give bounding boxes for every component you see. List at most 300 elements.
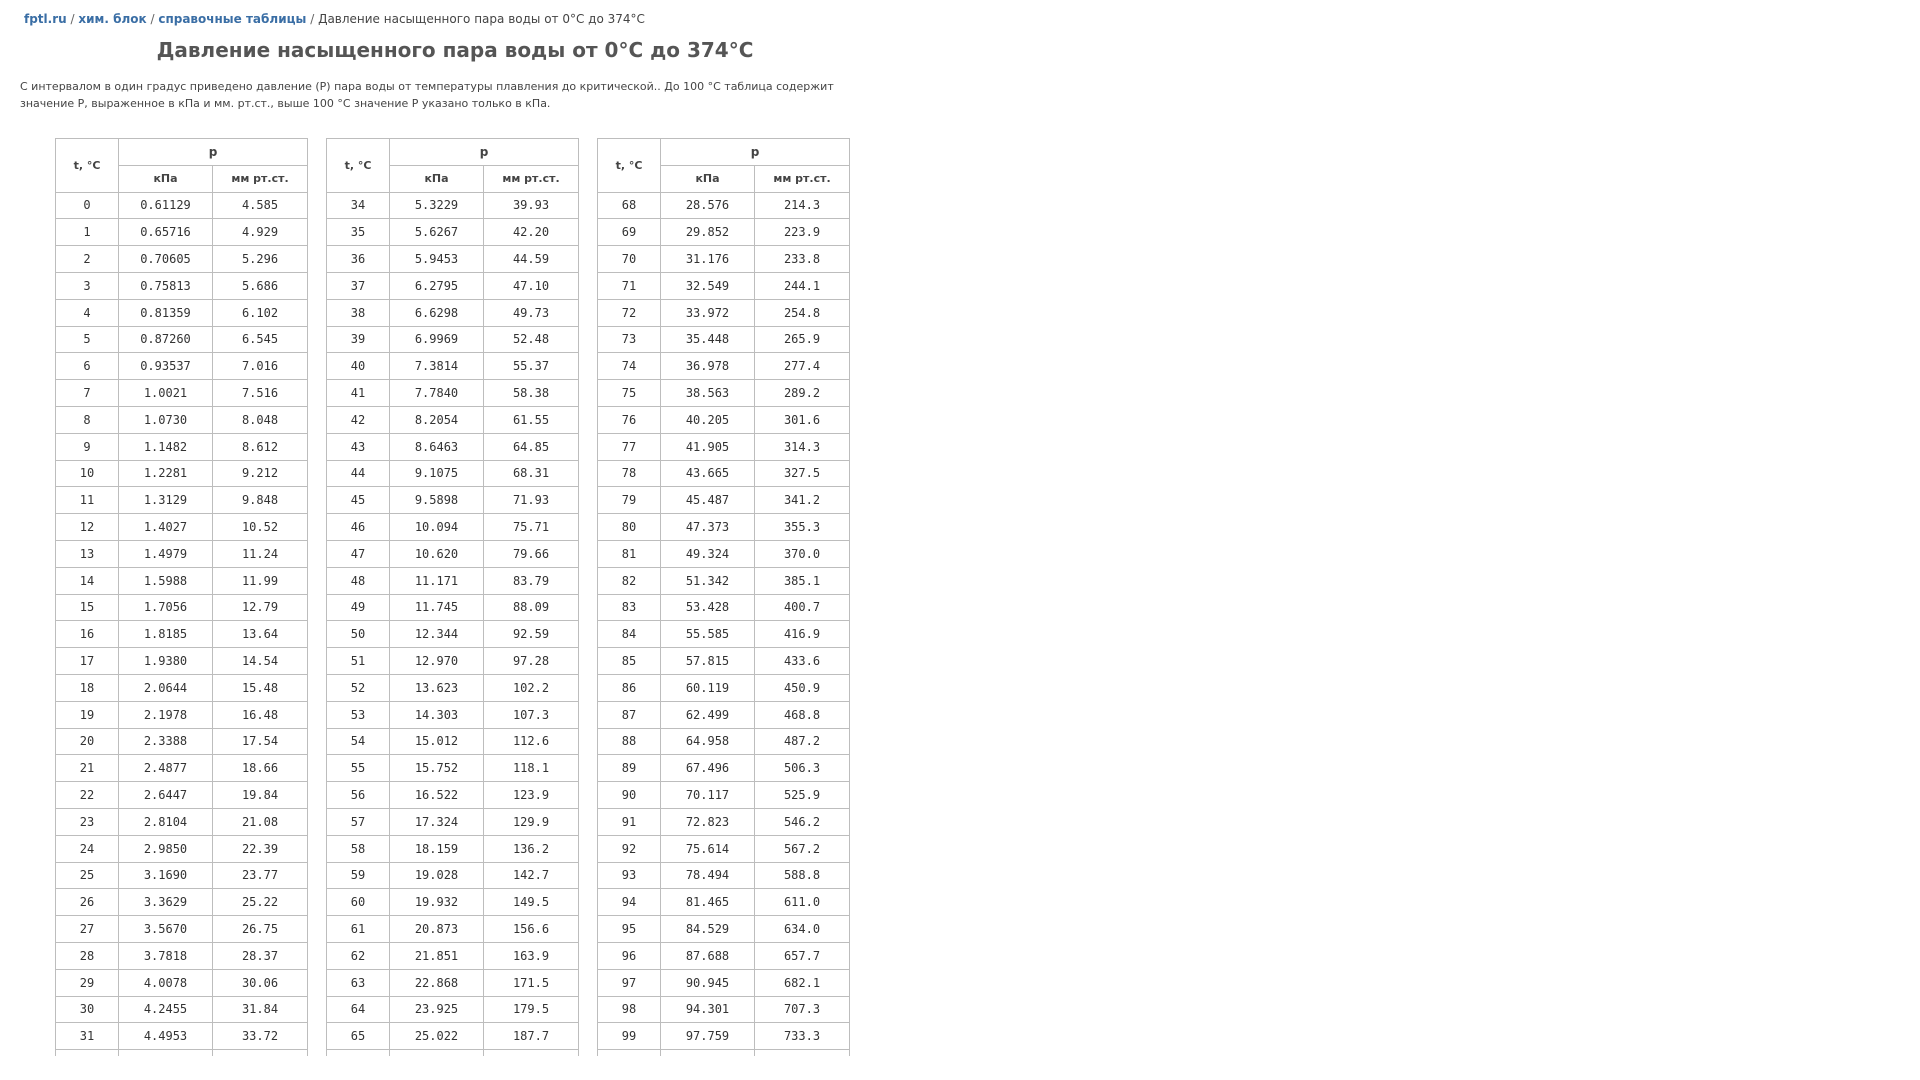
cell-mmhg: 7.016 (213, 353, 308, 380)
cell-mmhg: 341.2 (755, 487, 850, 514)
cell-kpa: 8.2054 (390, 406, 484, 433)
column-gap (308, 326, 327, 353)
column-gap (579, 460, 598, 487)
table-row (56, 540, 850, 567)
cell-temp: 58 (327, 835, 390, 862)
cell-temp: 95 (598, 916, 661, 943)
cell-mmhg: 136.2 (484, 835, 579, 862)
cell-mmhg: 244.1 (755, 272, 850, 299)
cell-kpa: 78.494 (661, 862, 755, 889)
cell-temp: 82 (598, 567, 661, 594)
table-row (56, 808, 850, 835)
column-gap (579, 701, 598, 728)
cell-kpa: 47.373 (661, 514, 755, 541)
cell-empty (598, 1050, 661, 1057)
cell-temp: 90 (598, 782, 661, 809)
cell-mmhg: 118.1 (484, 755, 579, 782)
cell-temp: 77 (598, 433, 661, 460)
column-gap (579, 648, 598, 675)
column-gap (579, 326, 598, 353)
column-gap (579, 996, 598, 1023)
breadcrumb (24, 12, 645, 26)
cell-mmhg: 92.59 (484, 621, 579, 648)
cell-temp: 31 (56, 1023, 119, 1050)
column-gap (579, 782, 598, 809)
cell-kpa: 1.5988 (119, 567, 213, 594)
cell-temp: 97 (598, 969, 661, 996)
cell-kpa: 18.159 (390, 835, 484, 862)
cell-mmhg: 97.28 (484, 648, 579, 675)
table-row (56, 996, 850, 1023)
cell-temp: 5 (56, 326, 119, 353)
cell-temp: 15 (56, 594, 119, 621)
cell-kpa: 49.324 (661, 540, 755, 567)
cell-mmhg: 25.22 (213, 889, 308, 916)
cell-mmhg: 107.3 (484, 701, 579, 728)
cell-kpa: 1.0730 (119, 406, 213, 433)
cell-mmhg: 156.6 (484, 916, 579, 943)
column-gap (308, 567, 327, 594)
cell-kpa: 28.576 (661, 192, 755, 219)
cell-temp: 65 (327, 1023, 390, 1050)
cell-mmhg: 55.37 (484, 353, 579, 380)
cell-kpa: 4.2455 (119, 996, 213, 1023)
cell-temp: 37 (327, 272, 390, 299)
cell-kpa: 6.9969 (390, 326, 484, 353)
cell-temp: 56 (327, 782, 390, 809)
cell-kpa: 41.905 (661, 433, 755, 460)
cell-temp: 91 (598, 808, 661, 835)
cell-mmhg: 611.0 (755, 889, 850, 916)
cell-mmhg: 9.212 (213, 460, 308, 487)
column-gap (579, 889, 598, 916)
cell-temp: 93 (598, 862, 661, 889)
column-gap (579, 835, 598, 862)
column-gap (579, 299, 598, 326)
cell-kpa: 22.868 (390, 969, 484, 996)
table-row (56, 969, 850, 996)
cell-mmhg: 6.102 (213, 299, 308, 326)
cell-temp: 92 (598, 835, 661, 862)
cell-kpa: 3.5670 (119, 916, 213, 943)
cell-mmhg: 400.7 (755, 594, 850, 621)
cell-kpa: 33.972 (661, 299, 755, 326)
cell-mmhg: 8.048 (213, 406, 308, 433)
header-temp: t, °C (327, 139, 390, 193)
table-row (56, 299, 850, 326)
cell-kpa: 87.688 (661, 942, 755, 969)
cell-mmhg: 163.9 (484, 942, 579, 969)
cell-temp: 41 (327, 380, 390, 407)
cell-temp: 71 (598, 272, 661, 299)
cell-temp: 3 (56, 272, 119, 299)
table-row (56, 728, 850, 755)
cell-mmhg: 10.52 (213, 514, 308, 541)
cell-kpa: 0.87260 (119, 326, 213, 353)
column-gap (579, 219, 598, 246)
cell-mmhg: 450.9 (755, 674, 850, 701)
cell-temp: 72 (598, 299, 661, 326)
cell-kpa: 0.61129 (119, 192, 213, 219)
header-kpa: кПа (119, 165, 213, 192)
cell-temp: 25 (56, 862, 119, 889)
cell-kpa: 0.70605 (119, 246, 213, 273)
header-temp: t, °C (56, 139, 119, 193)
cell-mmhg: 265.9 (755, 326, 850, 353)
cell-temp: 30 (56, 996, 119, 1023)
column-gap (579, 1050, 598, 1057)
cell-mmhg: 39.93 (484, 192, 579, 219)
cell-kpa: 35.448 (661, 326, 755, 353)
column-gap (579, 1023, 598, 1050)
cell-kpa: 2.0644 (119, 674, 213, 701)
column-gap (308, 808, 327, 835)
cell-temp: 73 (598, 326, 661, 353)
cell-mmhg: 11.99 (213, 567, 308, 594)
cell-temp: 43 (327, 433, 390, 460)
vapor-pressure-table (55, 138, 850, 1056)
intro-text: С интервалом в один градус приведено давление (Р) пара воды от температуры плавления до критической.. До 100 °С таблица содержит значение Р, выраженное в кПа и мм. рт.ст., выше 100 °С значение Р указано только в кПа. (20, 80, 834, 110)
cell-kpa: 2.9850 (119, 835, 213, 862)
table-row-partial (56, 1050, 850, 1057)
cell-mmhg: 149.5 (484, 889, 579, 916)
column-gap (308, 782, 327, 809)
column-gap (579, 406, 598, 433)
table-row (56, 219, 850, 246)
cell-mmhg: 468.8 (755, 701, 850, 728)
cell-temp: 89 (598, 755, 661, 782)
cell-temp: 27 (56, 916, 119, 943)
column-gap (308, 246, 327, 273)
cell-kpa: 2.6447 (119, 782, 213, 809)
cell-kpa: 51.342 (661, 567, 755, 594)
column-gap (308, 648, 327, 675)
cell-temp: 40 (327, 353, 390, 380)
cell-mmhg: 15.48 (213, 674, 308, 701)
column-gap (308, 621, 327, 648)
cell-temp: 18 (56, 674, 119, 701)
cell-kpa: 16.522 (390, 782, 484, 809)
column-gap (308, 942, 327, 969)
column-gap (579, 674, 598, 701)
cell-temp: 35 (327, 219, 390, 246)
cell-temp: 62 (327, 942, 390, 969)
cell-mmhg: 19.84 (213, 782, 308, 809)
cell-kpa: 19.028 (390, 862, 484, 889)
cell-kpa: 67.496 (661, 755, 755, 782)
column-gap (579, 380, 598, 407)
cell-mmhg: 433.6 (755, 648, 850, 675)
cell-temp: 84 (598, 621, 661, 648)
breadcrumb-link-chem[interactable]: хим. блок (78, 12, 147, 26)
cell-kpa: 9.1075 (390, 460, 484, 487)
header-mmhg: мм рт.ст. (755, 165, 850, 192)
cell-temp: 74 (598, 353, 661, 380)
cell-mmhg: 42.20 (484, 219, 579, 246)
cell-kpa: 0.81359 (119, 299, 213, 326)
cell-temp: 96 (598, 942, 661, 969)
cell-kpa: 1.4027 (119, 514, 213, 541)
cell-temp: 57 (327, 808, 390, 835)
cell-temp: 19 (56, 701, 119, 728)
cell-mmhg: 214.3 (755, 192, 850, 219)
column-gap (308, 674, 327, 701)
header-pressure: p (661, 139, 850, 166)
cell-empty (484, 1050, 579, 1057)
cell-mmhg: 64.85 (484, 433, 579, 460)
cell-temp: 2 (56, 246, 119, 273)
cell-mmhg: 22.39 (213, 835, 308, 862)
cell-kpa: 55.585 (661, 621, 755, 648)
cell-temp: 64 (327, 996, 390, 1023)
cell-kpa: 38.563 (661, 380, 755, 407)
cell-temp: 59 (327, 862, 390, 889)
cell-mmhg: 12.79 (213, 594, 308, 621)
table-row (56, 862, 850, 889)
table-row (56, 353, 850, 380)
cell-kpa: 1.7056 (119, 594, 213, 621)
cell-temp: 70 (598, 246, 661, 273)
cell-mmhg: 102.2 (484, 674, 579, 701)
cell-temp: 8 (56, 406, 119, 433)
cell-mmhg: 88.09 (484, 594, 579, 621)
table-subheader-row (56, 165, 850, 192)
cell-mmhg: 187.7 (484, 1023, 579, 1050)
cell-temp: 44 (327, 460, 390, 487)
cell-kpa: 1.1482 (119, 433, 213, 460)
cell-kpa: 12.970 (390, 648, 484, 675)
table-row (56, 648, 850, 675)
breadcrumb-current: Давление насыщенного пара воды от 0°С до 374°С (318, 12, 645, 26)
cell-empty (56, 1050, 119, 1057)
cell-mmhg: 301.6 (755, 406, 850, 433)
cell-mmhg: 30.06 (213, 969, 308, 996)
table-row (56, 621, 850, 648)
cell-kpa: 1.4979 (119, 540, 213, 567)
cell-temp: 85 (598, 648, 661, 675)
cell-mmhg: 355.3 (755, 514, 850, 541)
column-gap (308, 433, 327, 460)
cell-temp: 42 (327, 406, 390, 433)
header-mmhg: мм рт.ст. (213, 165, 308, 192)
table-row (56, 272, 850, 299)
cell-kpa: 13.623 (390, 674, 484, 701)
table-row (56, 380, 850, 407)
cell-mmhg: 314.3 (755, 433, 850, 460)
cell-mmhg: 8.612 (213, 433, 308, 460)
cell-mmhg: 233.8 (755, 246, 850, 273)
column-gap (308, 487, 327, 514)
breadcrumb-link-tables[interactable]: справочные таблицы (158, 12, 307, 26)
cell-temp: 80 (598, 514, 661, 541)
breadcrumb-separator: / (150, 12, 155, 26)
cell-mmhg: 567.2 (755, 835, 850, 862)
cell-temp: 61 (327, 916, 390, 943)
cell-temp: 21 (56, 755, 119, 782)
table-row (56, 1023, 850, 1050)
cell-mmhg: 14.54 (213, 648, 308, 675)
column-gap (579, 272, 598, 299)
cell-kpa: 5.9453 (390, 246, 484, 273)
cell-kpa: 0.65716 (119, 219, 213, 246)
cell-kpa: 2.8104 (119, 808, 213, 835)
cell-kpa: 75.614 (661, 835, 755, 862)
column-gap (308, 969, 327, 996)
cell-temp: 36 (327, 246, 390, 273)
header-kpa: кПа (390, 165, 484, 192)
cell-mmhg: 277.4 (755, 353, 850, 380)
cell-temp: 11 (56, 487, 119, 514)
cell-temp: 94 (598, 889, 661, 916)
cell-mmhg: 254.8 (755, 299, 850, 326)
column-gap (579, 192, 598, 219)
column-gap (308, 996, 327, 1023)
cell-kpa: 10.094 (390, 514, 484, 541)
cell-mmhg: 129.9 (484, 808, 579, 835)
table-row (56, 567, 850, 594)
cell-mmhg: 71.93 (484, 487, 579, 514)
cell-mmhg: 525.9 (755, 782, 850, 809)
cell-empty (661, 1050, 755, 1057)
cell-temp: 12 (56, 514, 119, 541)
table-row (56, 916, 850, 943)
cell-mmhg: 61.55 (484, 406, 579, 433)
cell-mmhg: 21.08 (213, 808, 308, 835)
cell-kpa: 1.8185 (119, 621, 213, 648)
cell-kpa: 1.3129 (119, 487, 213, 514)
cell-kpa: 97.759 (661, 1023, 755, 1050)
cell-kpa: 53.428 (661, 594, 755, 621)
cell-temp: 69 (598, 219, 661, 246)
cell-temp: 34 (327, 192, 390, 219)
column-gap (579, 594, 598, 621)
cell-temp: 53 (327, 701, 390, 728)
table-body (56, 192, 850, 1056)
cell-mmhg: 68.31 (484, 460, 579, 487)
cell-kpa: 3.7818 (119, 942, 213, 969)
table-row (56, 594, 850, 621)
column-gap (308, 594, 327, 621)
cell-kpa: 43.665 (661, 460, 755, 487)
cell-temp: 86 (598, 674, 661, 701)
cell-temp: 22 (56, 782, 119, 809)
column-gap (579, 567, 598, 594)
header-temp: t, °C (598, 139, 661, 193)
cell-temp: 39 (327, 326, 390, 353)
column-gap (579, 139, 598, 193)
cell-mmhg: 58.38 (484, 380, 579, 407)
cell-kpa: 1.2281 (119, 460, 213, 487)
cell-temp: 98 (598, 996, 661, 1023)
cell-temp: 50 (327, 621, 390, 648)
column-gap (579, 942, 598, 969)
cell-kpa: 2.1978 (119, 701, 213, 728)
cell-temp: 54 (327, 728, 390, 755)
cell-kpa: 70.117 (661, 782, 755, 809)
table-row (56, 246, 850, 273)
cell-kpa: 6.6298 (390, 299, 484, 326)
column-gap (308, 540, 327, 567)
cell-mmhg: 49.73 (484, 299, 579, 326)
cell-kpa: 20.873 (390, 916, 484, 943)
column-gap (308, 835, 327, 862)
breadcrumb-link-home[interactable]: fptl.ru (24, 12, 67, 26)
column-gap (308, 862, 327, 889)
column-gap (308, 460, 327, 487)
cell-kpa: 29.852 (661, 219, 755, 246)
cell-mmhg: 171.5 (484, 969, 579, 996)
cell-mmhg: 13.64 (213, 621, 308, 648)
column-gap (579, 433, 598, 460)
cell-kpa: 15.012 (390, 728, 484, 755)
cell-kpa: 11.171 (390, 567, 484, 594)
cell-kpa: 7.3814 (390, 353, 484, 380)
cell-temp: 45 (327, 487, 390, 514)
column-gap (579, 621, 598, 648)
cell-mmhg: 5.686 (213, 272, 308, 299)
column-gap (308, 1023, 327, 1050)
cell-mmhg: 47.10 (484, 272, 579, 299)
cell-kpa: 4.4953 (119, 1023, 213, 1050)
column-gap (579, 969, 598, 996)
cell-temp: 46 (327, 514, 390, 541)
cell-temp: 38 (327, 299, 390, 326)
column-gap (579, 487, 598, 514)
cell-kpa: 8.6463 (390, 433, 484, 460)
column-gap (308, 219, 327, 246)
cell-mmhg: 28.37 (213, 942, 308, 969)
table-row (56, 889, 850, 916)
cell-kpa: 9.5898 (390, 487, 484, 514)
cell-kpa: 0.93537 (119, 353, 213, 380)
cell-empty (119, 1050, 213, 1057)
cell-mmhg: 17.54 (213, 728, 308, 755)
cell-kpa: 11.745 (390, 594, 484, 621)
cell-mmhg: 4.929 (213, 219, 308, 246)
cell-kpa: 12.344 (390, 621, 484, 648)
cell-kpa: 5.3229 (390, 192, 484, 219)
column-gap (308, 916, 327, 943)
header-mmhg: мм рт.ст. (484, 165, 579, 192)
column-gap (308, 380, 327, 407)
cell-kpa: 31.176 (661, 246, 755, 273)
table-row (56, 487, 850, 514)
cell-mmhg: 75.71 (484, 514, 579, 541)
cell-mmhg: 6.545 (213, 326, 308, 353)
cell-temp: 99 (598, 1023, 661, 1050)
table-row (56, 460, 850, 487)
cell-kpa: 45.487 (661, 487, 755, 514)
cell-temp: 48 (327, 567, 390, 594)
cell-mmhg: 657.7 (755, 942, 850, 969)
cell-kpa: 17.324 (390, 808, 484, 835)
cell-mmhg: 83.79 (484, 567, 579, 594)
cell-kpa: 15.752 (390, 755, 484, 782)
column-gap (308, 755, 327, 782)
cell-kpa: 90.945 (661, 969, 755, 996)
cell-mmhg: 588.8 (755, 862, 850, 889)
cell-temp: 87 (598, 701, 661, 728)
cell-kpa: 57.815 (661, 648, 755, 675)
cell-mmhg: 44.59 (484, 246, 579, 273)
cell-mmhg: 179.5 (484, 996, 579, 1023)
table-row (56, 835, 850, 862)
table-row (56, 406, 850, 433)
cell-empty (390, 1050, 484, 1057)
cell-temp: 51 (327, 648, 390, 675)
cell-temp: 20 (56, 728, 119, 755)
cell-mmhg: 634.0 (755, 916, 850, 943)
